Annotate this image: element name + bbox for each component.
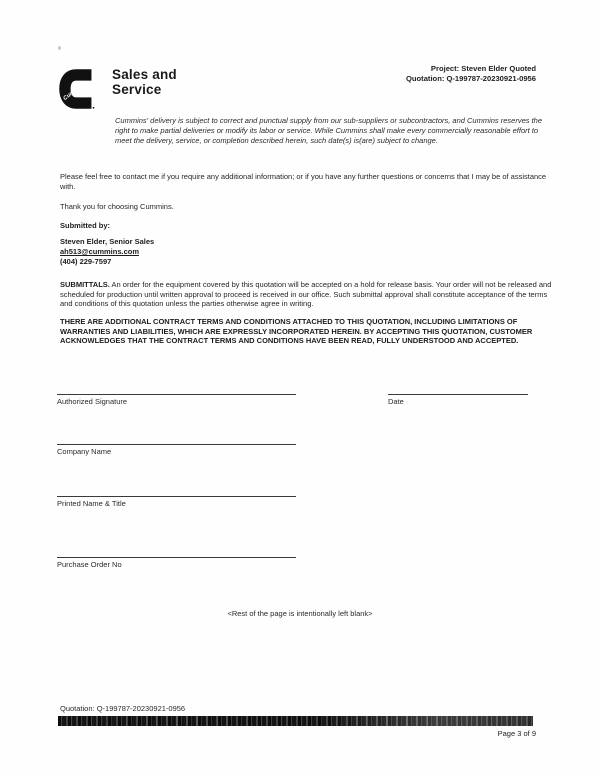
- delivery-disclaimer: Cummins' delivery is subject to correct and punctual supply from our sub-suppliers or subcontractors, and Cummins reserves the right to make partial deliveries or modify its labor or service. While Cummins shall make every commercially reasonable effort to meet the delivery, service, or completion described herein, such date(s) is(are) subject to change.: [115, 116, 543, 145]
- submittals-text: An order for the equipment covered by this quotation will be accepted on a hold for release basis. Your order will not be released and scheduled for production until written approval to proceed is received in our office. Such submittal approval shall constitute acceptance of the terms and conditions of this quotation unless the parties otherwise agree in writing.: [60, 280, 552, 308]
- printed-name-title-line[interactable]: [57, 496, 296, 497]
- brand-line2: Service: [112, 82, 162, 97]
- authorized-signature-line[interactable]: [57, 394, 296, 395]
- company-name-line[interactable]: [57, 444, 296, 445]
- contact-name: Steven Elder, Senior Sales: [60, 237, 155, 246]
- submittals-paragraph: [60, 280, 554, 309]
- purchase-order-field: [57, 557, 296, 569]
- date-line[interactable]: [388, 394, 528, 395]
- authorized-signature-label: Authorized Signature: [57, 397, 128, 406]
- quotation-label: Quotation: Q-199787-20230921-0956: [405, 74, 536, 83]
- thanks-line: Thank you for choosing Cummins.: [60, 202, 174, 211]
- contact-email-link[interactable]: ah513@cummins.com: [60, 247, 140, 256]
- company-name-field: [57, 444, 296, 456]
- printed-name-title-field: [57, 496, 296, 508]
- date-field: [388, 394, 528, 406]
- contact-block: [60, 237, 154, 267]
- brand-title: [112, 67, 177, 97]
- scan-noise-strip: [58, 716, 533, 726]
- company-name-label: Company Name: [57, 447, 112, 456]
- authorized-signature-field: [57, 394, 296, 406]
- submitted-by-label: Submitted by:: [60, 221, 110, 230]
- header-meta: [406, 64, 536, 84]
- date-label: Date: [388, 397, 404, 406]
- submittals-lead: SUBMITTALS.: [60, 280, 110, 289]
- printed-name-title-label: Printed Name & Title: [57, 499, 126, 508]
- purchase-order-label: Purchase Order No: [57, 560, 122, 569]
- scan-artifact-dot: [58, 46, 61, 50]
- purchase-order-line[interactable]: [57, 557, 296, 558]
- page-number: Page 3 of 9: [497, 729, 536, 738]
- blank-page-notice: <Rest of the page is intentionally left blank>: [227, 609, 373, 618]
- terms-paragraph: THERE ARE ADDITIONAL CONTRACT TERMS AND CONDITIONS ATTACHED TO THIS QUOTATION, INCLUDING LIMITATIONS OF WARRANTIES AND LIABILITIES, WHICH ARE EXPRESSLY INCORPORATED HEREIN. BY ACCEPTING THIS QUOTATION, CUSTOMER ACKNOWLEDGES THAT THE CONTRACT TERMS AND CONDITIONS HAVE BEEN READ, FULLY UNDERSTOOD AND ACCEPTED.: [60, 317, 533, 345]
- contact-phone: (404) 229-7597: [60, 257, 112, 266]
- cummins-logo-icon: [59, 69, 102, 109]
- brand-line1: Sales and: [112, 67, 177, 82]
- project-label: Project: Steven Elder Quoted: [430, 64, 536, 73]
- footer-quotation: Quotation: Q-199787-20230921-0956: [60, 704, 186, 713]
- svg-text:Cummins: Cummins: [62, 81, 87, 102]
- contact-paragraph: Please feel free to contact me if you require any additional information; or if you have any further questions or concerns that I may be of assistance with.: [60, 172, 547, 191]
